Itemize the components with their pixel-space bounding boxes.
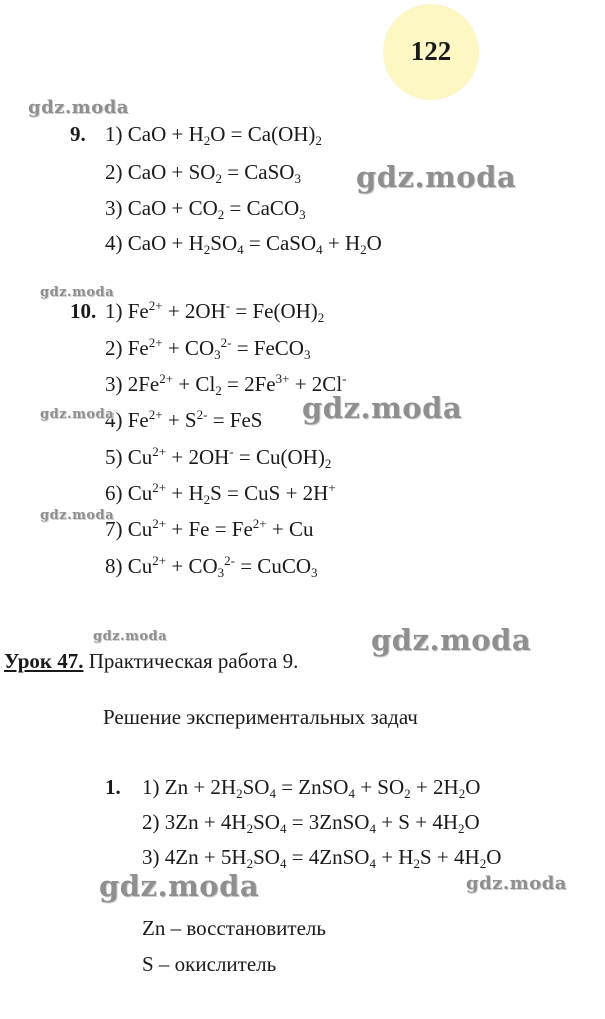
watermark: gdz.moda: [28, 97, 129, 118]
watermark: gdz.moda: [302, 391, 463, 425]
task10-equation-2: 2) $Fe^{2+} + CO_3^{2-}$ = FeCO$_3$: [105, 335, 311, 362]
equation-index: 6): [105, 481, 128, 505]
task1-number: 1.: [105, 775, 121, 799]
equation-index: 4): [105, 408, 128, 432]
lesson-heading: [4, 651, 298, 672]
equation-index: 7): [105, 517, 128, 541]
lesson-label: Урок 47.: [4, 649, 84, 673]
equation-index: 2): [105, 336, 128, 360]
watermark: gdz.moda: [40, 285, 115, 300]
watermark: gdz.moda: [356, 160, 517, 194]
equation-index: 2): [105, 160, 128, 184]
equation-index: 3): [105, 372, 128, 396]
reducer-note: Zn – восстановитель: [142, 916, 326, 940]
equation-index: 3): [142, 845, 165, 869]
page-number-badge: [383, 4, 479, 100]
watermark: gdz.moda: [371, 623, 532, 657]
page-number: 122: [410, 36, 452, 66]
watermark: gdz.moda: [99, 869, 260, 903]
equation-index: 2): [142, 810, 165, 834]
task1-equation-3: 3) $4Zn + 5H_2SO_4$ = 4ZnSO$_4$ + $H_2S + 4H_2O$: [142, 845, 502, 871]
watermark: gdz.moda: [466, 873, 567, 894]
lesson-subtitle: Решение экспериментальных задач: [103, 705, 418, 729]
task9-equation-1: 1) CaO + $H_2O = Ca(OH)_2$: [105, 122, 322, 148]
equation-index: 4): [105, 231, 128, 255]
task9-equation-4: 4) CaO + $H_2SO_4$ = CaSO$_4$ + $H_2O$: [105, 231, 382, 257]
task9-number: 9.: [70, 122, 86, 146]
task9-equation-3: 3) CaO + $CO_2$ = CaCO$_3$: [105, 196, 306, 222]
task10-equation-6: 6) $Cu^{2+} + H_2S$ = CuS + 2H+: [105, 480, 336, 507]
task10-equation-5: 5) $Cu^{2+} + 2OH^- = Cu(OH)_2$: [105, 444, 332, 471]
watermark: gdz.moda: [40, 508, 115, 523]
task10-equation-4: 4) $Fe^{2+} + S^{2-}$ = FeS: [105, 407, 263, 432]
task1-equation-1: 1) $Zn + 2H_2SO_4$ = ZnSO$_4$ + $SO_2 + 2H_2O$: [142, 775, 481, 801]
task10-number: 10.: [70, 299, 97, 323]
equation-index: 8): [105, 554, 128, 578]
lesson-title: Практическая работа 9.: [88, 649, 299, 673]
watermark: gdz.moda: [93, 629, 168, 644]
watermark: gdz.moda: [40, 407, 115, 422]
task10-equation-1: 1) $Fe^{2+} + 2OH^- = Fe(OH)_2$: [105, 298, 325, 325]
task10-equation-7: 7) $Cu^{2+} + Fe = Fe^{2+} + Cu$: [105, 516, 314, 541]
task1-equation-2: 2) $3Zn + 4H_2SO_4$ = 3ZnSO$_4$ + $S + 4H_2O$: [142, 810, 480, 836]
equation-index: 5): [105, 445, 128, 469]
equation-index: 1): [105, 299, 128, 323]
task9-equation-2: 2) CaO + $SO_2$ = CaSO$_3$: [105, 160, 301, 186]
equation-index: 1): [105, 122, 128, 146]
equation-index: 1): [142, 775, 165, 799]
oxidizer-note: S – окислитель: [142, 952, 277, 976]
equation-index: 3): [105, 196, 128, 220]
task10-equation-8: 8) $Cu^{2+} + CO_3^{2-}$ = CuCO$_3$: [105, 553, 318, 580]
task10-equation-3: 3) $2Fe^{2+} + Cl_2 = 2Fe^{3+} + 2Cl^-$: [105, 371, 347, 398]
